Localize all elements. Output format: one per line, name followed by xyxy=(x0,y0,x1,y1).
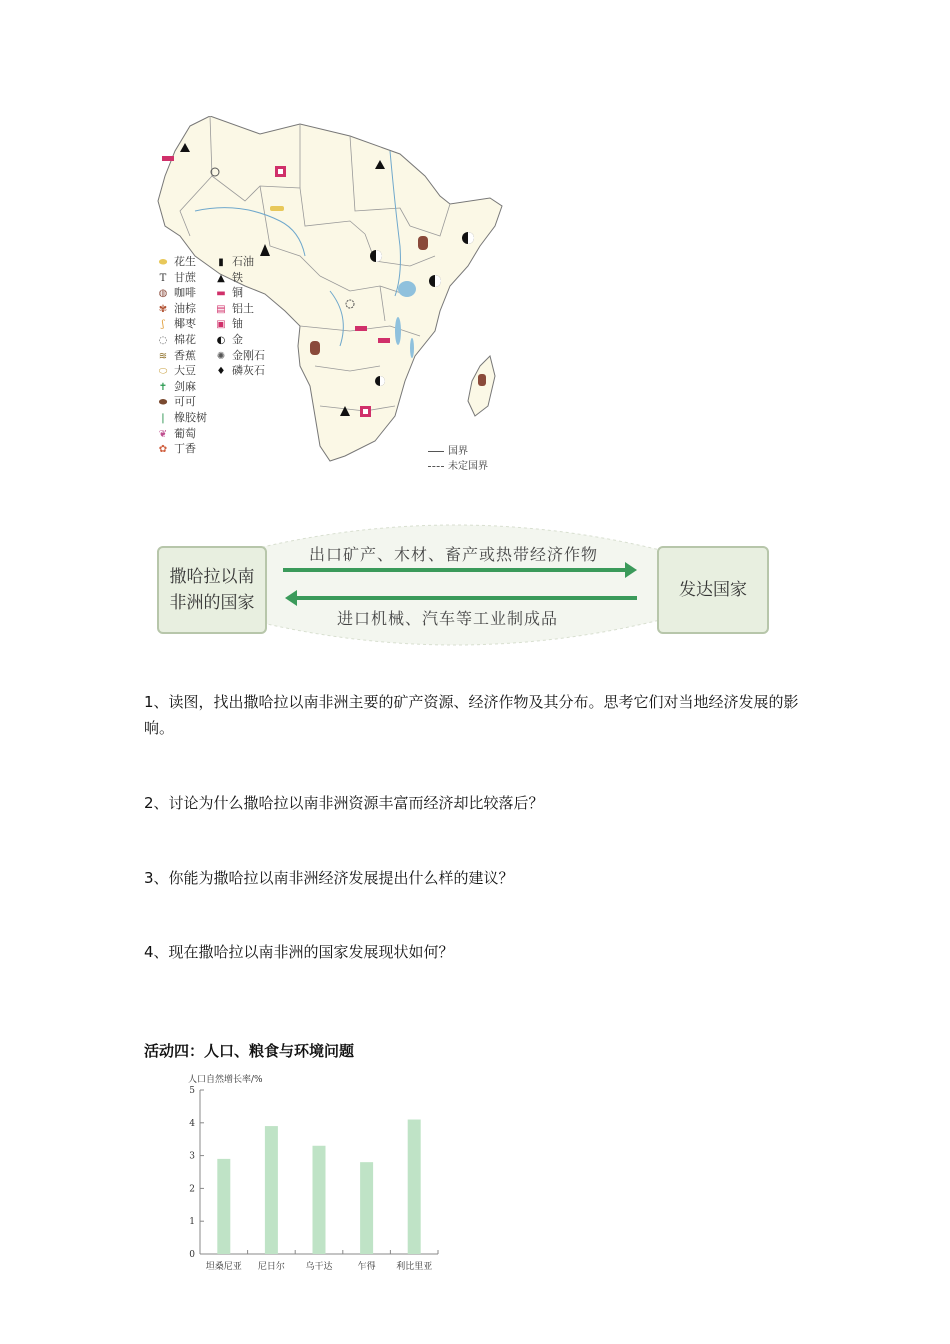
legend-label: 丁香 xyxy=(174,442,196,456)
question-1: 1、读图，找出撒哈拉以南非洲主要的矿产资源、经济作物及其分布。思考它们对当地经济发展的影响。 xyxy=(144,693,799,737)
legend-label: 花生 xyxy=(174,255,196,268)
legend-item-copper xyxy=(214,284,243,300)
uranium-icon: ▣ xyxy=(216,319,226,331)
developed-countries-label: 发达国家 xyxy=(679,579,747,600)
legend-label: 石油 xyxy=(232,255,254,268)
legend-item-clove xyxy=(156,440,196,456)
border-key-undefined xyxy=(428,457,488,472)
soybean-icon: ⬭ xyxy=(158,366,168,378)
iron-icon: ▲ xyxy=(217,272,225,284)
oil-palm-icon: ✾ xyxy=(158,303,168,315)
legend-item-sisal xyxy=(156,378,196,394)
legend-label: 棉花 xyxy=(174,333,196,346)
lake-tanganyika xyxy=(395,317,401,345)
legend-item-iron xyxy=(214,269,243,285)
legend-label: 大豆 xyxy=(174,364,196,378)
export-label: 出口矿产、木材、畜产或热带经济作物 xyxy=(309,545,599,564)
population-growth-chart-svg xyxy=(180,1072,440,1282)
legend-item-phosphate xyxy=(214,362,265,378)
africa-map-graphic xyxy=(150,116,540,478)
legend-label: 甘蔗 xyxy=(174,270,196,284)
lake-victoria xyxy=(398,281,416,297)
legend-item-date-palm xyxy=(156,315,196,331)
legend-label: 铝土 xyxy=(232,301,254,315)
y-axis-label: 人口自然增长率/% xyxy=(188,1075,263,1085)
africa-resources-map xyxy=(150,116,540,478)
legend-item-peanut xyxy=(156,253,196,269)
border-key-national xyxy=(428,442,468,457)
legend-label: 橡胶树 xyxy=(174,411,207,424)
sisal-icon: ✝ xyxy=(158,381,168,393)
lake-malawi xyxy=(410,338,414,358)
legend-item-sugarcane xyxy=(156,269,196,285)
legend-item-bauxite xyxy=(214,300,254,316)
sub-saharan-africa-box xyxy=(157,546,267,634)
legend-label: 金 xyxy=(232,333,243,346)
legend-item-diamond xyxy=(214,347,265,363)
legend-label: 咖啡 xyxy=(174,286,196,300)
legend-label: 铁 xyxy=(232,270,243,284)
legend-item-cotton xyxy=(156,331,196,347)
x-tick-label: 坦桑尼亚 xyxy=(205,1262,242,1272)
bar-3 xyxy=(360,1162,373,1254)
legend-label: 剑麻 xyxy=(174,379,196,393)
sugarcane-icon: T xyxy=(159,272,167,284)
banana-icon: ≋ xyxy=(158,350,168,362)
legend-label: 铀 xyxy=(232,317,243,331)
legend-item-uranium xyxy=(214,315,243,331)
border-key-national-label: 国界 xyxy=(448,446,468,457)
oil-icon: ▮ xyxy=(218,257,224,268)
legend-item-oil-palm xyxy=(156,300,196,316)
legend-item-rubber-tree xyxy=(156,409,207,425)
cocoa-icon: ⬬ xyxy=(158,397,168,409)
legend-item-grape xyxy=(156,425,196,441)
cotton-icon: ◌ xyxy=(158,335,168,346)
legend-label: 油棕 xyxy=(174,301,196,315)
y-tick-label: 3 xyxy=(189,1151,195,1162)
africa-landmass xyxy=(158,116,502,461)
y-tick-label: 1 xyxy=(189,1217,195,1228)
legend-label: 葡萄 xyxy=(174,426,196,440)
legend-item-gold xyxy=(214,331,243,347)
y-tick-label: 4 xyxy=(189,1118,195,1129)
legend-label: 磷灰石 xyxy=(232,364,265,378)
peanut-icon: ⬬ xyxy=(158,257,168,268)
developed-countries-box xyxy=(657,546,769,634)
bar-1 xyxy=(265,1126,278,1254)
question-3: 3、你能为撒哈拉以南非洲经济发展提出什么样的建议？ xyxy=(144,869,514,887)
legend-label: 香蕉 xyxy=(174,348,196,362)
phosphate-icon: ♦ xyxy=(216,366,226,378)
question-4: 4、现在撒哈拉以南非洲的国家发展现状如何？ xyxy=(144,943,454,961)
legend-item-coffee xyxy=(156,284,196,300)
y-tick-label: 0 xyxy=(189,1250,195,1260)
trade-diagram xyxy=(155,510,770,660)
y-tick-label: 5 xyxy=(189,1086,195,1096)
x-tick-label: 乌干达 xyxy=(305,1262,333,1272)
gold-icon: ◐ xyxy=(216,335,226,346)
y-tick-label: 2 xyxy=(189,1184,195,1195)
date-palm-icon: ʃ xyxy=(161,319,165,331)
question-2: 2、讨论为什么撒哈拉以南非洲资源丰富而经济却比较落后？ xyxy=(144,794,544,812)
bar-2 xyxy=(313,1146,326,1254)
legend-label: 椰枣 xyxy=(174,317,196,331)
bar-0 xyxy=(217,1159,230,1254)
legend-item-soybean xyxy=(156,362,196,378)
activity-heading: 活动四：人口、粮食与环境问题 xyxy=(144,1042,355,1060)
diamond-icon: ✺ xyxy=(216,350,226,362)
grape-icon: ❦ xyxy=(158,428,168,440)
x-tick-label: 乍得 xyxy=(357,1262,376,1272)
border-key-undefined-label: 未定国界 xyxy=(448,461,488,472)
population-growth-chart xyxy=(180,1072,440,1282)
legend-item-oil xyxy=(214,253,254,269)
bar-4 xyxy=(408,1120,421,1254)
legend-label: 可可 xyxy=(174,395,196,409)
clove-icon: ✿ xyxy=(158,444,168,456)
legend-label: 铜 xyxy=(232,286,243,300)
bauxite-icon: ▤ xyxy=(216,303,226,315)
coffee-icon: ◍ xyxy=(158,288,168,300)
copper-icon: ▬ xyxy=(216,288,226,300)
legend-item-banana xyxy=(156,347,196,363)
rubber-tree-icon: ❘ xyxy=(158,413,168,424)
legend-label: 金刚石 xyxy=(232,348,265,362)
x-tick-label: 尼日尔 xyxy=(257,1262,285,1272)
legend-item-cocoa xyxy=(156,393,196,409)
x-tick-label: 利比里亚 xyxy=(396,1262,433,1272)
sub-saharan-africa-label: 撒哈拉以南非洲的国家 xyxy=(169,566,255,613)
import-label: 进口机械、汽车等工业制成品 xyxy=(337,609,559,628)
